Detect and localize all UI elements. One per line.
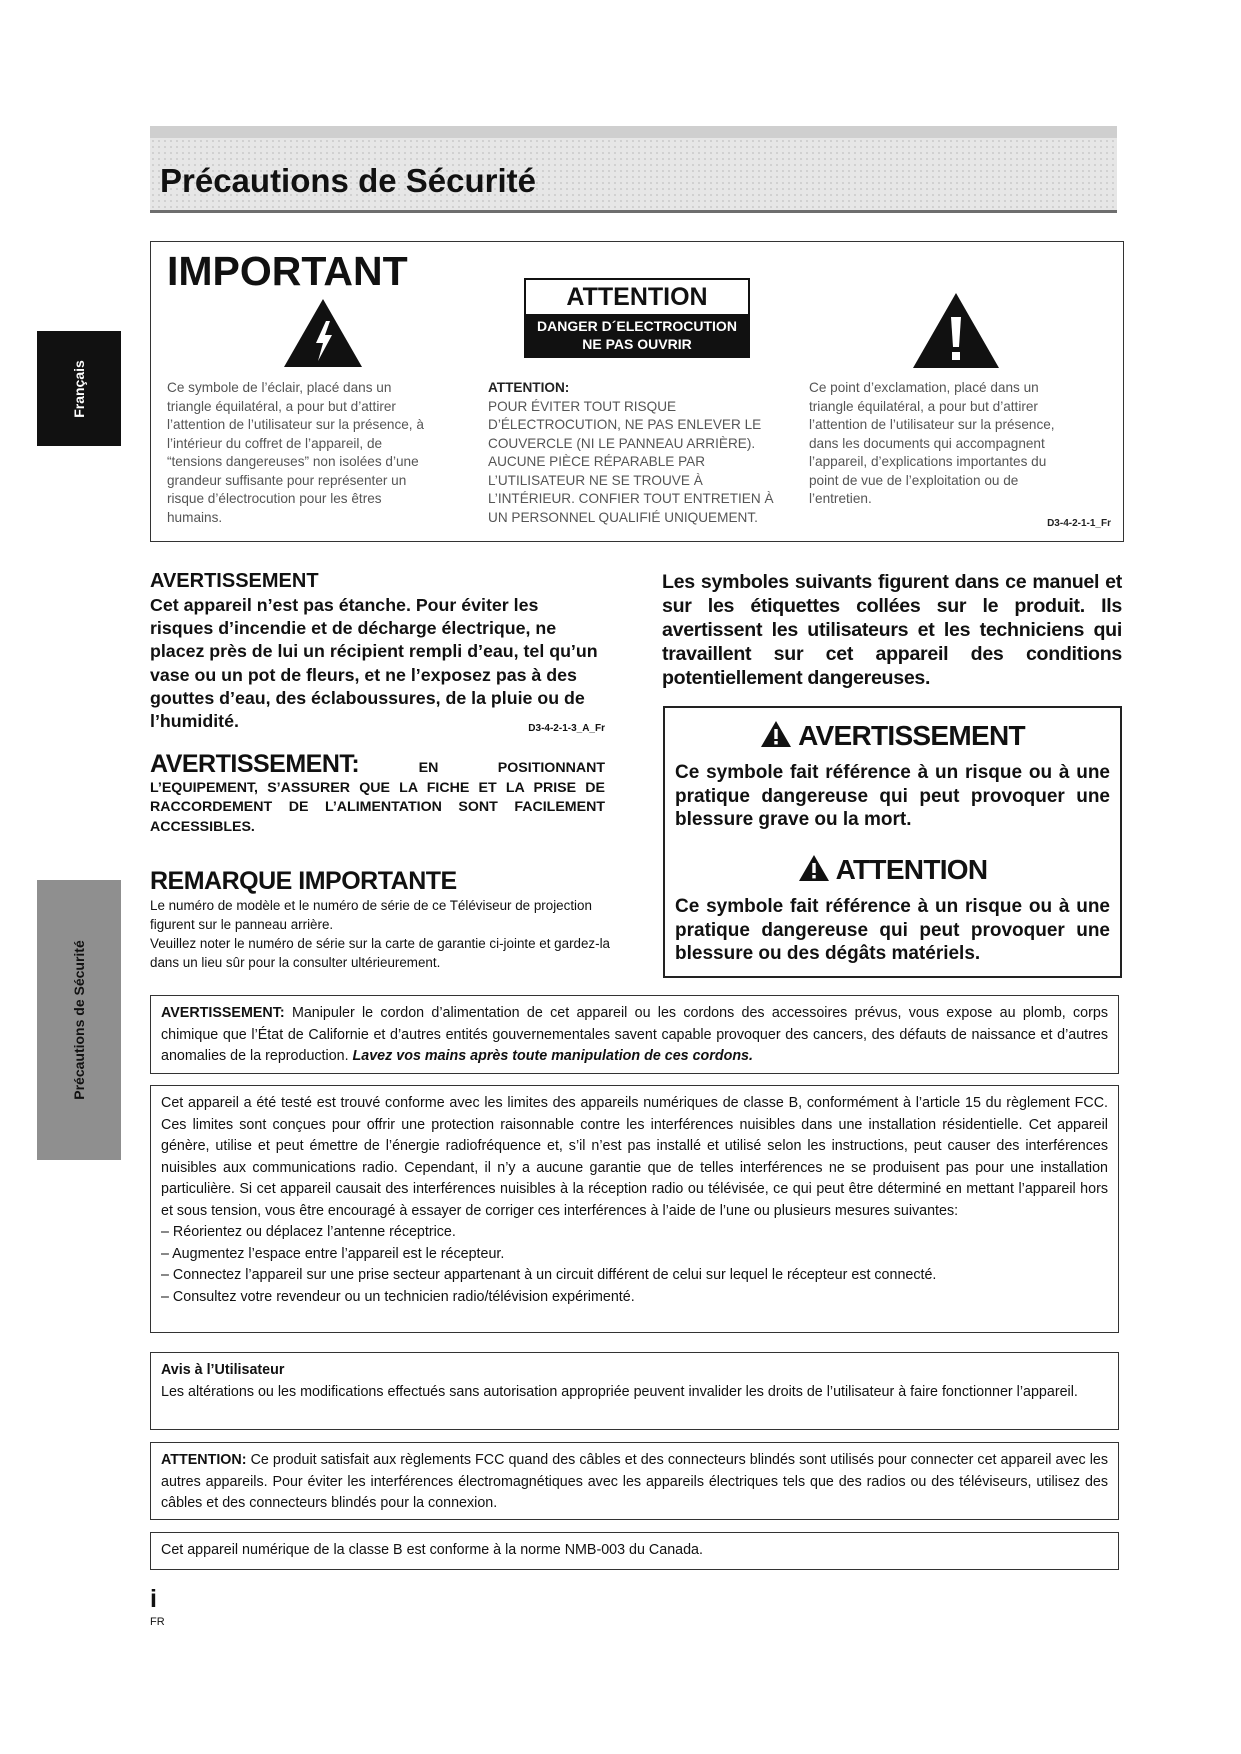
prop65-box xyxy=(150,995,1119,1074)
attention-fcc-text: Ce produit satisfait aux règlements FCC quand des câbles et des connecteurs blindés sont utilisés pour connecter cet appareil avec les autres appareils. Pour éviter les interférences électromagnétiques avec les appareils électriques tels que des radios ou des téléviseurs, utilisez des câbles et des connecteurs blindés pour la connexion. xyxy=(161,1452,1108,1511)
language-tab xyxy=(37,331,121,446)
remarque-paragraph-1: Le numéro de modèle et le numéro de série de ce Téléviseur de projection figurent sur le panneau arrière. xyxy=(150,898,592,932)
header-band xyxy=(150,126,1117,138)
avertissement-section xyxy=(150,570,605,740)
avertissement-title: AVERTISSEMENT xyxy=(150,570,319,592)
canada-box xyxy=(150,1532,1119,1570)
remarque-section xyxy=(150,867,610,972)
avertissement-code: D3-4-2-1-3_A_Fr xyxy=(528,723,605,735)
fcc-item-2: – Augmentez l’espace entre l’appareil est le récepteur. xyxy=(161,1245,505,1262)
important-code: D3-4-2-1-1_Fr xyxy=(1047,518,1111,529)
page-header xyxy=(150,126,1117,213)
warning-heading xyxy=(665,720,1120,752)
section-tab-label: Précautions de Sécurité xyxy=(71,940,87,1100)
important-title: IMPORTANT xyxy=(167,248,408,294)
avertissement-positioning-lead: AVERTISSEMENT: xyxy=(150,750,360,778)
attention-label-danger xyxy=(526,314,748,356)
fcc-item-3: – Connectez l’appareil sur une prise secteur appartenant à un circuit différent de celui sur lequel le récepteur est connecté. xyxy=(161,1267,937,1283)
attention-label xyxy=(524,278,750,358)
prop65-text: Manipuler le cordon d’alimentation de cet appareil ou les cordons des accessoires prévus, vous expose au plomb, corps chimique que l’État de Californie et d’autres entités gouvernementales savent capable provoquer des cancers, des défauts de naissance et d’autres anomalies de la reproduction. xyxy=(161,1005,1108,1064)
exclamation-warning-icon xyxy=(911,291,1001,370)
prop65-lead: AVERTISSEMENT: xyxy=(161,1005,285,1021)
section-tab xyxy=(37,880,121,1160)
lightning-warning-icon xyxy=(282,297,364,369)
caution-heading xyxy=(665,854,1120,886)
caution-triangle-icon xyxy=(798,854,830,882)
page-language: FR xyxy=(150,1616,165,1628)
avis-text: Les altérations ou les modifications effectués sans autorisation appropriée peuvent invalider les droits de l’utilisateur à faire fonctionner l’appareil. xyxy=(161,1383,1078,1400)
warning-triangle-icon xyxy=(760,720,792,748)
attention-instructions: ATTENTION: POUR ÉVITER TOUT RISQUE D’ÉLECTROCUTION, NE PAS ENLEVER LE COUVERCLE (NI LE PANNEAU ARRIÈRE). AUCUNE PIÈCE RÉPARABLE PAR L’UTILISATEUR NE SE TROUVE À L’INTÉRIEUR. CONFIER TOUT ENTRETIEN À UN PERSONNEL QUALIFIÉ UNIQUEMENT. xyxy=(488,379,808,527)
attention-fcc-lead: ATTENTION: xyxy=(161,1452,247,1468)
attention-label-line2: NE PAS OUVRIR xyxy=(582,336,692,352)
remarque-paragraph-2: Veuillez noter le numéro de série sur la carte de garantie ci-jointe et gardez-la dans un lieu sûr pour la consulter ultérieurement. xyxy=(150,936,610,970)
remarque-title: REMARQUE IMPORTANTE xyxy=(150,867,457,895)
attention-fcc-box xyxy=(150,1442,1119,1520)
warning-title: AVERTISSEMENT xyxy=(798,720,1025,751)
avertissement-text: Cet appareil n’est pas étanche. Pour éviter les risques d’incendie et de décharge électrique, ne placez près de lui un récipient rempli d’eau, tel qu’un vase ou un pot de fleurs, et ne l’exposez pas à des gouttes d’eau, des éclaboussures, de la pluie ou de l’humidité. D3-4-2-1-3_A_Fr xyxy=(150,594,605,733)
caution-title: ATTENTION xyxy=(835,854,988,885)
warning-text: Ce symbole fait référence à un risque ou à une pratique dangereuse qui peut provoquer une blessure grave ou la mort. xyxy=(675,762,1110,830)
attention-heading: ATTENTION: xyxy=(488,380,570,395)
avertissement-positioning xyxy=(150,750,605,837)
avis-box xyxy=(150,1352,1119,1430)
language-tab-label: Français xyxy=(71,359,87,418)
fcc-item-1: – Réorientez ou déplacez l’antenne réceptrice. xyxy=(161,1224,456,1240)
avis-title: Avis à l’Utilisateur xyxy=(161,1362,285,1378)
prop65-italic: Lavez vos mains après toute manipulation de ces cordons. xyxy=(352,1048,753,1064)
canada-text: Cet appareil numérique de la classe B est conforme à la norme NMB-003 du Canada. xyxy=(161,1542,703,1558)
symbols-box xyxy=(663,706,1122,978)
page-number: i xyxy=(150,1585,157,1613)
attention-label-line1: DANGER D´ELECTROCUTION xyxy=(537,318,737,334)
caution-text: Ce symbole fait référence à un risque ou à une pratique dangereuse qui peut provoquer une blessure ou des dégâts matériels. xyxy=(675,896,1110,964)
exclamation-symbol-description: Ce point d’exclamation, placé dans un triangle équilatéral, a pour but d’attirer l’attention de l’utilisateur sur la présence, dans les documents qui accompagnent l’appareil, d’explications importantes du point de vue de l’exploitation ou de l’entretien. xyxy=(809,380,1055,506)
fcc-box xyxy=(150,1085,1119,1333)
avertissement-positioning-text: EN POSITIONNANT L’EQUIPEMENT, S’ASSURER QUE LA FICHE ET LA PRISE DE RACCORDEMENT DE L’ALIMENTATION SONT FACILEMENT ACCESSIBLES. xyxy=(150,760,605,835)
attention-label-title: ATTENTION xyxy=(566,283,708,311)
important-box xyxy=(150,241,1124,542)
lightning-symbol-description: Ce symbole de l’éclair, placé dans un triangle équilatéral, a pour but d’attirer l’attention de l’utilisateur sur la présence, à l’intérieur du coffret de l’appareil, de “tensions dangereuses” non isolées d’une grandeur suffisante pour représenter un risque d’électrocution pour les êtres humains. xyxy=(167,380,424,525)
page-title: Précautions de Sécurité xyxy=(160,162,536,199)
fcc-item-4: – Consultez votre revendeur ou un technicien radio/télévision expérimenté. xyxy=(161,1288,635,1305)
fcc-text: Cet appareil a été testé est trouvé conforme avec les limites des appareils numériques de classe B, conformément à l’article 15 du règlement FCC. Ces limites sont conçues pour offrir une protection raisonnable contre les interférences nuisibles dans une installation résidentielle. Cet appareil génère, utilise et peut émettre de l’énergie radiofréquence et, s’il n’est pas installé et utilisé selon les instructions, peut causer des interférences nuisibles aux communications radio. Cependant, il n’y a aucune garantie que de telles interférences ne se produisent pas pour une installation particulière. Si cet appareil causait des interférences nuisibles à la réception radio ou télévisée, ce qui peut être déterminé en mettant l’appareil hors et sous tension, vous être encouragé à essayer de corriger ces interférences à l’aide de l’une ou plusieurs mesures suivantes: xyxy=(161,1095,1108,1219)
symbols-intro: Les symboles suivants figurent dans ce manuel et sur les étiquettes collées sur le produit. Ils avertissent les utilisateurs et les techniciens qui travaillent sur cet appareil des conditions potentiellement dangereuses. xyxy=(662,571,1122,689)
